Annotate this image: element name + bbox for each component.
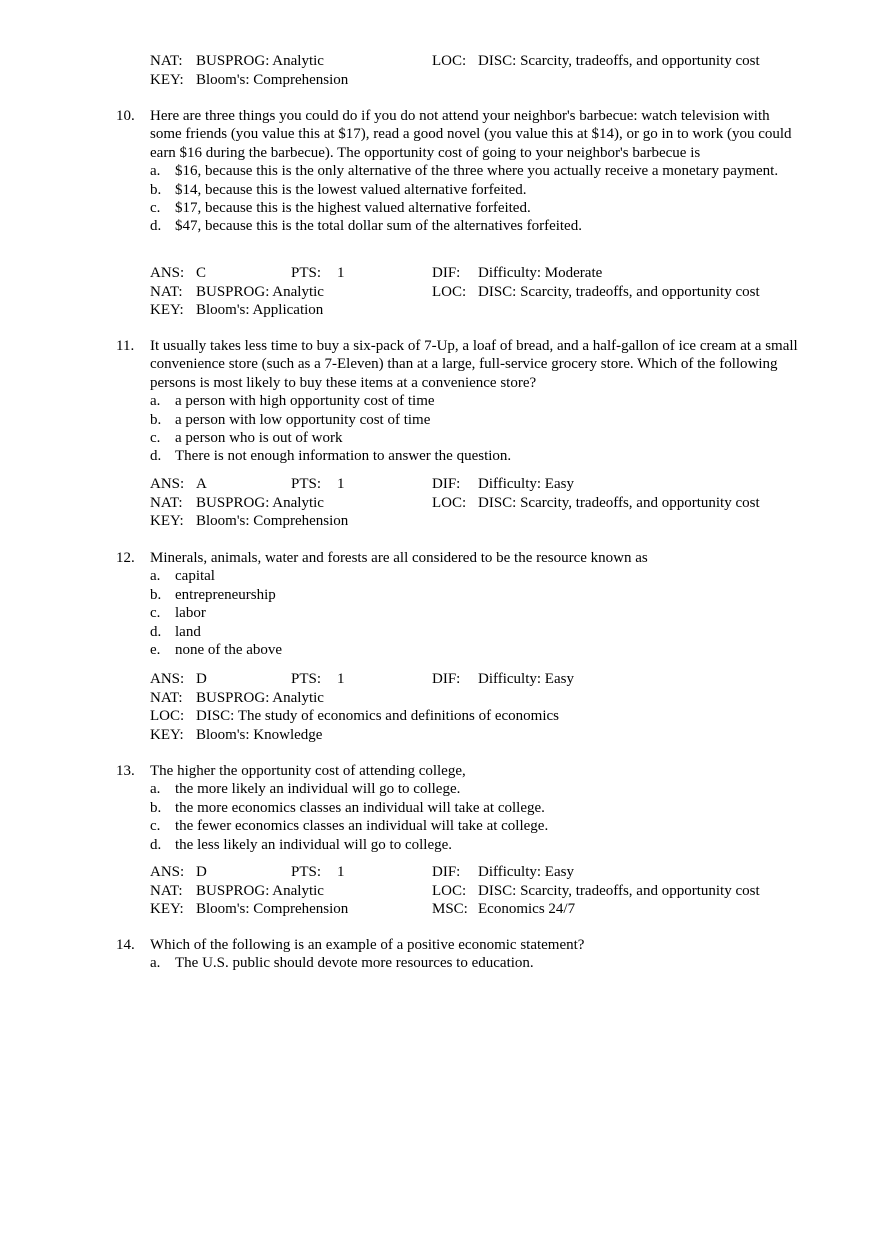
option-d xyxy=(150,836,800,854)
loc-label: LOC: xyxy=(432,53,467,69)
option-a xyxy=(150,780,800,798)
pts-label: PTS: xyxy=(291,671,322,687)
pts-label: PTS: xyxy=(291,864,322,880)
option-text: a person who is out of work xyxy=(175,430,343,447)
option-b xyxy=(150,411,800,429)
ans-label: ANS: xyxy=(150,864,185,880)
option-d xyxy=(150,217,800,235)
option-text: a person with low opportunity cost of time xyxy=(175,411,431,428)
pts-value: 1 xyxy=(337,476,345,492)
option-text: the more economics classes an individual will take at college. xyxy=(175,799,545,816)
option-letter: a. xyxy=(150,568,161,585)
option-letter: d. xyxy=(150,623,162,640)
option-letter: d. xyxy=(150,218,162,235)
answer-options xyxy=(150,162,800,236)
option-text: the less likely an individual will go to college. xyxy=(175,836,453,853)
dif-value: Difficulty: Moderate xyxy=(478,265,603,281)
answer-options xyxy=(150,780,800,854)
option-text: the more likely an individual will go to college. xyxy=(175,781,461,798)
loc-value: DISC: Scarcity, tradeoffs, and opportunity cost xyxy=(478,494,760,511)
key-label: KEY: xyxy=(150,901,184,918)
question-number: 12. xyxy=(116,550,135,566)
option-c xyxy=(150,429,800,447)
ans-label: ANS: xyxy=(150,671,185,687)
loc-label: LOC: xyxy=(432,882,467,899)
question-text: Minerals, animals, water and forests are all considered to be the resource known as xyxy=(150,550,648,566)
option-letter: a. xyxy=(150,955,161,972)
nat-value: BUSPROG: Analytic xyxy=(196,494,324,511)
dif-value: Difficulty: Easy xyxy=(478,671,574,687)
dif-value: Difficulty: Easy xyxy=(478,864,574,880)
key-label: KEY: xyxy=(150,513,184,530)
option-text: land xyxy=(175,623,201,640)
option-text: the fewer economics classes an individual will take at college. xyxy=(175,818,549,835)
pts-value: 1 xyxy=(337,671,345,687)
nat-label: NAT: xyxy=(150,882,183,899)
answer-metadata-12 xyxy=(150,670,830,744)
option-letter: d. xyxy=(150,448,162,465)
option-letter: a. xyxy=(150,163,161,180)
answer-metadata-11 xyxy=(150,475,830,531)
nat-label: NAT: xyxy=(150,689,183,706)
top-metadata xyxy=(150,52,830,89)
option-a xyxy=(150,954,800,972)
answer-metadata-10 xyxy=(150,264,830,320)
option-text: There is not enough information to answer the question. xyxy=(175,448,512,465)
key-value: Bloom's: Application xyxy=(196,302,324,319)
question-number: 11. xyxy=(116,338,135,354)
ans-value: D xyxy=(196,671,207,687)
option-text: $14, because this is the lowest valued alternative forfeited. xyxy=(175,181,527,198)
option-letter: c. xyxy=(150,818,161,835)
question-text: Here are three things you could do if you do not attend your neighbor's barbecue: watch television with some friends (you value this at $17), read a good novel (you value this at $14), or go in to work (you could earn $16 during the barbecue). The opportunity cost of going to your neighbor's barbecue is xyxy=(150,108,792,161)
option-a xyxy=(150,392,800,410)
option-a xyxy=(150,567,800,585)
nat-value: BUSPROG: Analytic xyxy=(196,882,324,899)
key-label: KEY: xyxy=(150,71,184,88)
loc-value: DISC: Scarcity, tradeoffs, and opportunity cost xyxy=(478,283,760,300)
key-value: Bloom's: Comprehension xyxy=(196,513,349,530)
option-text: none of the above xyxy=(175,642,283,659)
dif-label: DIF: xyxy=(432,265,461,281)
dif-label: DIF: xyxy=(432,671,461,687)
pts-value: 1 xyxy=(337,864,345,880)
nat-value: BUSPROG: Analytic xyxy=(196,53,324,69)
question-number: 14. xyxy=(116,937,135,953)
option-b xyxy=(150,799,800,817)
pts-label: PTS: xyxy=(291,265,322,281)
option-letter: d. xyxy=(150,836,162,853)
option-c xyxy=(150,199,800,217)
loc-value: DISC: The study of economics and definitions of economics xyxy=(196,708,559,725)
ans-label: ANS: xyxy=(150,476,185,492)
key-value: Bloom's: Comprehension xyxy=(196,901,349,918)
answer-options xyxy=(150,392,800,466)
option-letter: b. xyxy=(150,181,162,198)
option-text: $17, because this is the highest valued alternative forfeited. xyxy=(175,200,531,217)
option-letter: a. xyxy=(150,781,161,798)
loc-label: LOC: xyxy=(150,708,185,725)
loc-label: LOC: xyxy=(432,283,467,300)
option-d xyxy=(150,447,800,465)
question-text: The higher the opportunity cost of attending college, xyxy=(150,763,466,779)
key-label: KEY: xyxy=(150,302,184,319)
ans-value: C xyxy=(196,265,207,281)
ans-label: ANS: xyxy=(150,265,185,281)
ans-value: A xyxy=(196,476,207,492)
dif-value: Difficulty: Easy xyxy=(478,476,574,492)
option-text: labor xyxy=(175,605,206,622)
option-text: entrepreneurship xyxy=(175,586,276,603)
option-letter: b. xyxy=(150,586,162,603)
option-a xyxy=(150,162,800,180)
answer-options xyxy=(150,954,800,972)
key-value: Bloom's: Comprehension xyxy=(196,71,349,88)
answer-options xyxy=(150,567,800,659)
option-letter: e. xyxy=(150,642,161,659)
option-letter: c. xyxy=(150,605,161,622)
nat-label: NAT: xyxy=(150,283,183,300)
option-c xyxy=(150,817,800,835)
msc-value: Economics 24/7 xyxy=(478,901,576,918)
dif-label: DIF: xyxy=(432,864,461,880)
option-b xyxy=(150,181,800,199)
pts-label: PTS: xyxy=(291,476,322,492)
loc-value: DISC: Scarcity, tradeoffs, and opportunity cost xyxy=(478,882,760,899)
option-d xyxy=(150,623,800,641)
option-letter: a. xyxy=(150,393,161,410)
option-text: a person with high opportunity cost of time xyxy=(175,393,435,410)
key-label: KEY: xyxy=(150,726,184,743)
option-letter: c. xyxy=(150,430,161,447)
nat-value: BUSPROG: Analytic xyxy=(196,283,324,300)
option-letter: b. xyxy=(150,411,162,428)
option-text: capital xyxy=(175,568,215,585)
option-text: $47, because this is the total dollar sum of the alternatives forfeited. xyxy=(175,218,582,235)
option-c xyxy=(150,604,800,622)
loc-label: LOC: xyxy=(432,494,467,511)
ans-value: D xyxy=(196,864,207,880)
question-number: 10. xyxy=(116,108,135,124)
nat-label: NAT: xyxy=(150,494,183,511)
option-b xyxy=(150,586,800,604)
option-e xyxy=(150,641,800,659)
loc-value: DISC: Scarcity, tradeoffs, and opportunity cost xyxy=(478,53,760,69)
nat-label: NAT: xyxy=(150,53,183,69)
option-text: $16, because this is the only alternative of the three where you actually receive a monetary payment. xyxy=(175,163,779,180)
option-letter: c. xyxy=(150,200,161,217)
pts-value: 1 xyxy=(337,265,345,281)
nat-value: BUSPROG: Analytic xyxy=(196,689,324,706)
question-number: 13. xyxy=(116,763,135,779)
question-text: It usually takes less time to buy a six-pack of 7-Up, a loaf of bread, and a half-gallon of ice cream at a small convenience store (such as a 7-Eleven) than at a large, full-service grocery store. Which of the following persons is most likely to buy these items at a convenience store? xyxy=(150,338,798,391)
option-letter: b. xyxy=(150,799,162,816)
answer-metadata-13 xyxy=(150,863,830,919)
dif-label: DIF: xyxy=(432,476,461,492)
option-text: The U.S. public should devote more resources to education. xyxy=(175,955,534,972)
msc-label: MSC: xyxy=(432,901,468,918)
question-text: Which of the following is an example of a positive economic statement? xyxy=(150,937,585,953)
key-value: Bloom's: Knowledge xyxy=(196,726,323,743)
